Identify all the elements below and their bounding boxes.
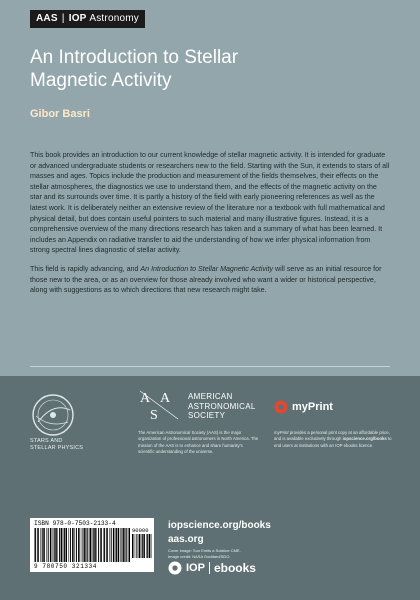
barcode-bars-icon	[34, 528, 130, 562]
aas-url: aas.org	[168, 534, 204, 545]
series-tag	[30, 10, 145, 28]
tag-separator: |	[61, 13, 65, 24]
barcode	[30, 518, 154, 572]
iop-ebooks-logo	[168, 560, 256, 576]
title-line-2: Magnetic Activity	[30, 70, 172, 91]
iop-logo-text: IOP	[186, 562, 205, 574]
logo-divider	[209, 562, 210, 574]
stars-label-line-1: STARS AND	[30, 438, 63, 444]
aas-tag-text: AAS	[36, 13, 58, 24]
aas-description: The American Astronomical Society (AAS) is the major organization of professional astronomers in North America. The mission of the AAS is to enhance and share humanity's scientific understanding of the universe.	[138, 430, 259, 454]
author-name: Gibor Basri	[30, 108, 90, 120]
aas-name	[188, 392, 256, 421]
title-line-1: An Introduction to Stellar	[30, 47, 239, 68]
myprint-desc-em: myPrint	[274, 430, 289, 435]
stars-label-line-2: STELLAR PHYSICS	[30, 445, 84, 451]
stars-stellar-physics-icon	[30, 392, 76, 438]
myprint-circle-icon	[274, 400, 288, 414]
cover-credits	[168, 548, 241, 559]
blurb-paragraph-1: This book provides an introduction to our current knowledge of stellar magnetic activity. It is intended for graduate or advanced undergraduate students or researchers new to the field. Starting with the Sun, it extends to stars of all masses and ages. Topics include the production and measurement of the fields themselves, their effects on the stellar atmospheres, the diagnostics we use to understand them, and the effects of the magnetic activity on the star and its surrounds over time. It is partly a history of the field with early pioneering references as well as the latest work. It is deliberately neither an extensive review of the literature nor a textbook with full mathematical and physical detail, but does contain useful pointers to such material and many illustrative figures. Instead, it is a comprehensive overview of the many directions research has taken and a summary of what has been learned. It includes an Appendix on radiative transfer to aid the understanding of how we infer physical information from strong spectral lines diagnostic of stellar activity.	[30, 151, 390, 255]
aas-logo-icon	[138, 388, 182, 422]
blurb-p2-post: will serve as an initial resource for those new to the area, or as an overview for those already involved who want a wider or historical perspective, along with suggestions as to which directions that new research might take.	[30, 264, 382, 295]
credit-line-1: Cover image: Sun Emits a Solstice CME.	[168, 548, 241, 553]
svg-text:A: A	[160, 391, 171, 406]
iop-tag-text: IOP	[68, 13, 87, 24]
myprint-label: myPrint	[292, 401, 333, 413]
credit-line-2: Image credit: NASA Goddard/SDO.	[168, 553, 231, 559]
blurb-p2-pre: This field is rapidly advancing, and	[30, 264, 141, 273]
myprint-description	[274, 430, 394, 449]
iopscience-url: iopscience.org/books	[168, 520, 271, 531]
price-barcode-icon	[132, 534, 152, 558]
myprint-logo	[274, 398, 333, 416]
myprint-desc-link: iopscience.org/books	[342, 436, 387, 442]
svg-text:A: A	[140, 391, 151, 406]
astronomy-tag-text: Astronomy	[89, 13, 139, 24]
aas-name-line-3: SOCIETY	[188, 411, 226, 420]
isbn-text: ISBN 978-0-7503-2133-4	[34, 520, 116, 527]
ebooks-text: ebooks	[213, 561, 256, 575]
svg-text:S: S	[150, 408, 158, 422]
aas-name-line-2: ASTRONOMICAL	[188, 401, 256, 411]
book-title	[30, 46, 390, 92]
blurb-p2-title: An Introduction to Stellar Magnetic Activity	[140, 264, 274, 273]
iop-circle-icon	[168, 561, 182, 575]
blurb	[30, 150, 390, 304]
blurb-paragraph-2	[30, 264, 390, 296]
myprint-desc-2: to end users at institutions with an IOP ebooks licence.	[274, 436, 392, 448]
barcode-number: 9 780750 321334	[34, 563, 98, 570]
section-divider	[30, 366, 390, 367]
aas-name-line-1: AMERICAN	[188, 392, 233, 401]
stars-series-label	[30, 438, 83, 452]
myprint-desc-1: provides a personal print copy at an affordable price, and is available exclusively through	[274, 430, 390, 442]
price-code: 90000	[132, 527, 149, 534]
